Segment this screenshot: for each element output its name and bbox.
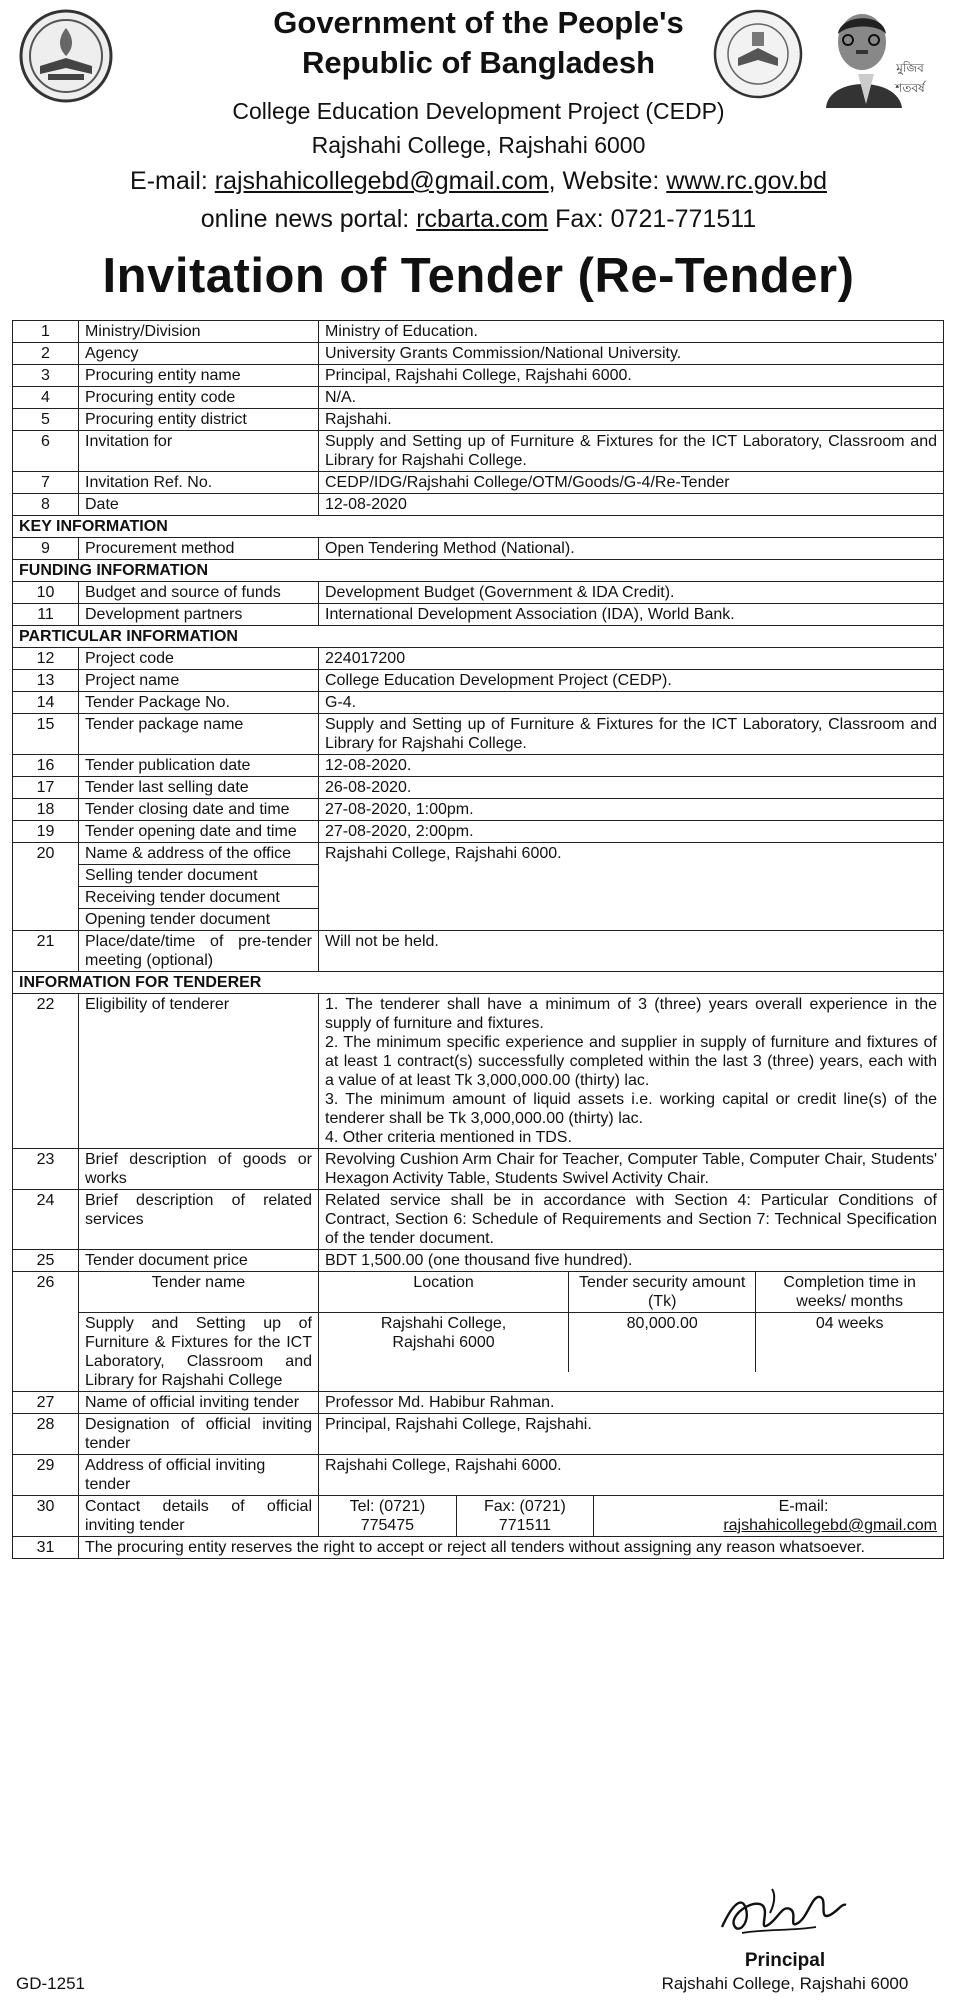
table-row bbox=[13, 1190, 944, 1250]
table-row bbox=[13, 692, 944, 714]
table-row bbox=[13, 604, 944, 626]
row-number: 3 bbox=[13, 365, 79, 387]
row-value: University Grants Commission/National University. bbox=[319, 343, 944, 365]
table-row bbox=[13, 994, 944, 1149]
row-label: Tender document price bbox=[79, 1250, 319, 1272]
eligibility-item: 4. Other criteria mentioned in TDS. bbox=[325, 1129, 572, 1146]
row-value: G-4. bbox=[319, 692, 944, 714]
row-value: 26-08-2020. bbox=[319, 777, 944, 799]
website-label: , Website: bbox=[548, 167, 667, 195]
row-label: Project code bbox=[79, 648, 319, 670]
email-cell bbox=[594, 1496, 943, 1536]
eligibility-item: 1. The tenderer shall have a minimum of 3 (three) years overall experience in the supply of furniture and fixtures. bbox=[325, 996, 937, 1032]
table-row bbox=[13, 431, 944, 472]
section-row bbox=[13, 626, 944, 648]
row-value: Development Budget (Government & IDA Credit). bbox=[319, 582, 944, 604]
signatory-title: Principal bbox=[744, 1950, 826, 1971]
tender-name-header: Tender name bbox=[79, 1272, 319, 1313]
row-number: 2 bbox=[13, 343, 79, 365]
row-number: 28 bbox=[13, 1414, 79, 1455]
section-heading: FUNDING INFORMATION bbox=[13, 560, 944, 582]
row-number: 4 bbox=[13, 387, 79, 409]
row-value: Principal, Rajshahi College, Rajshahi 6000. bbox=[319, 365, 944, 387]
row-value: Supply and Setting up of Furniture & Fixtures for the ICT Laboratory, Classroom and Library for Rajshahi College. bbox=[319, 431, 944, 472]
fax-number: Fax: 0721-771511 bbox=[548, 205, 757, 233]
tender-header-cell bbox=[319, 1272, 944, 1313]
row-label: Tender closing date and time bbox=[79, 799, 319, 821]
row-label: Brief description of related services bbox=[79, 1190, 319, 1250]
row-label: Address of official inviting tender bbox=[79, 1455, 319, 1496]
row-value: Ministry of Education. bbox=[319, 321, 944, 343]
tel-number: Tel: (0721) 775475 bbox=[319, 1496, 456, 1536]
section-row bbox=[13, 972, 944, 994]
row-number: 23 bbox=[13, 1149, 79, 1190]
table-row bbox=[13, 714, 944, 755]
tender-value-grid bbox=[319, 1313, 943, 1372]
row-value: 12-08-2020 bbox=[319, 494, 944, 516]
tender-name: Supply and Setting up of Furniture & Fixtures for the ICT Laboratory, Classroom and Library for Rajshahi College bbox=[79, 1313, 319, 1392]
table-row bbox=[13, 1392, 944, 1414]
tender-security: 80,000.00 bbox=[569, 1313, 756, 1372]
row-number: 26 bbox=[13, 1272, 79, 1392]
row-value: N/A. bbox=[319, 387, 944, 409]
row-number: 27 bbox=[13, 1392, 79, 1414]
table-row bbox=[13, 1496, 944, 1537]
row-value: Related service shall be in accordance with Section 4: Particular Conditions of Contract, Section 6: Schedule of Requirements and Section 7: Technical Specification of the tender document. bbox=[319, 1190, 944, 1250]
completion-header: Completion time in weeks/ months bbox=[783, 1274, 916, 1310]
row-value: 27-08-2020, 1:00pm. bbox=[319, 799, 944, 821]
college-address: Rajshahi College, Rajshahi 6000 bbox=[311, 132, 646, 158]
row-label: Tender package name bbox=[79, 714, 319, 755]
row-number: 20 bbox=[13, 843, 79, 931]
row-label: Place/date/time of pre-tender meeting (optional) bbox=[79, 931, 319, 972]
security-header: Tender security amount (Tk) bbox=[569, 1272, 756, 1312]
table-row bbox=[13, 409, 944, 431]
table-row bbox=[13, 1313, 944, 1392]
row-label: Tender publication date bbox=[79, 755, 319, 777]
row-label: Tender last selling date bbox=[79, 777, 319, 799]
row-sublabel: Opening tender document bbox=[79, 909, 319, 931]
row-value: Rajshahi. bbox=[319, 409, 944, 431]
row-label: Development partners bbox=[79, 604, 319, 626]
signatory-address: Rajshahi College, Rajshahi 6000 bbox=[661, 1974, 909, 1993]
row-value: Rajshahi College, Rajshahi 6000. bbox=[319, 1455, 944, 1496]
fax-number: Fax: (0721) 771511 bbox=[456, 1496, 593, 1536]
table-row bbox=[13, 670, 944, 692]
table-row bbox=[13, 494, 944, 516]
table-row bbox=[13, 472, 944, 494]
section-row bbox=[13, 560, 944, 582]
row-number: 11 bbox=[13, 604, 79, 626]
row-label: Invitation for bbox=[79, 431, 319, 472]
row-value: The procuring entity reserves the right to accept or reject all tenders without assigning any reason whatsoever. bbox=[79, 1537, 944, 1559]
tender-completion: 04 weeks bbox=[815, 1315, 884, 1332]
table-row bbox=[13, 321, 944, 343]
row-number: 16 bbox=[13, 755, 79, 777]
row-number: 9 bbox=[13, 538, 79, 560]
tender-location: Rajshahi College, Rajshahi 6000 bbox=[319, 1313, 569, 1372]
row-label: Name of official inviting tender bbox=[79, 1392, 319, 1414]
row-sublabel: Receiving tender document bbox=[79, 887, 319, 909]
row-value: Supply and Setting up of Furniture & Fixtures for the ICT Laboratory, Classroom and Library for Rajshahi College. bbox=[319, 714, 944, 755]
table-row bbox=[13, 1455, 944, 1496]
row-label: Budget and source of funds bbox=[79, 582, 319, 604]
email-link[interactable]: rajshahicollegebd@gmail.com bbox=[214, 167, 549, 195]
row-label: Invitation Ref. No. bbox=[79, 472, 319, 494]
row-value: 224017200 bbox=[319, 648, 944, 670]
row-value: BDT 1,500.00 (one thousand five hundred). bbox=[319, 1250, 944, 1272]
row-number: 21 bbox=[13, 931, 79, 972]
signature-image bbox=[712, 1875, 852, 1947]
table-row bbox=[13, 648, 944, 670]
table-row bbox=[13, 1414, 944, 1455]
row-label: Procuring entity code bbox=[79, 387, 319, 409]
table-row bbox=[13, 755, 944, 777]
eligibility-item: 3. The minimum amount of liquid assets i.e. working capital or credit line(s) of the tenderer shall be Tk 3,000,000.00 (thirty) lac. bbox=[325, 1091, 937, 1127]
website-link[interactable]: www.rc.gov.bd bbox=[666, 167, 827, 195]
section-heading: PARTICULAR INFORMATION bbox=[13, 626, 944, 648]
gov-title-line1: Government of the People's bbox=[273, 5, 684, 40]
row-label: Contact details of official inviting tender bbox=[79, 1496, 319, 1537]
row-value: 27-08-2020, 2:00pm. bbox=[319, 821, 944, 843]
row-number: 1 bbox=[13, 321, 79, 343]
row-label: Ministry/Division bbox=[79, 321, 319, 343]
gd-number: GD-1251 bbox=[16, 1974, 85, 1993]
row-number: 25 bbox=[13, 1250, 79, 1272]
table-row bbox=[13, 1149, 944, 1190]
eligibility-criteria bbox=[319, 994, 944, 1149]
row-sublabel: Selling tender document bbox=[79, 865, 319, 887]
contact-line bbox=[0, 164, 957, 198]
row-value: International Development Association (IDA), World Bank. bbox=[319, 604, 944, 626]
eligibility-item: 2. The minimum specific experience and supplier in supply of furniture and fixtures of at least 1 contract(s) successfully completed within the last 3 (three) years, each with a value of at least Tk 3,000,000.00 (thirty) lac. bbox=[325, 1034, 937, 1089]
row-value: Rajshahi College, Rajshahi 6000. bbox=[319, 843, 944, 931]
table-row bbox=[13, 931, 944, 972]
table-row bbox=[13, 582, 944, 604]
row-value: College Education Development Project (CEDP). bbox=[319, 670, 944, 692]
table-row bbox=[13, 1537, 944, 1559]
tender-value-cell bbox=[319, 1313, 944, 1392]
row-label: Procurement method bbox=[79, 538, 319, 560]
row-value: Will not be held. bbox=[319, 931, 944, 972]
table-row bbox=[13, 365, 944, 387]
row-label: Date bbox=[79, 494, 319, 516]
table-row bbox=[13, 1272, 944, 1313]
row-number: 8 bbox=[13, 494, 79, 516]
table-row bbox=[13, 799, 944, 821]
gov-title-line2: Republic of Bangladesh bbox=[301, 45, 656, 80]
section-row bbox=[13, 516, 944, 538]
table-row bbox=[13, 387, 944, 409]
table-row bbox=[13, 343, 944, 365]
tender-table bbox=[12, 320, 944, 1559]
row-number: 14 bbox=[13, 692, 79, 714]
portal-line bbox=[0, 202, 957, 236]
row-value: 12-08-2020. bbox=[319, 755, 944, 777]
section-heading: KEY INFORMATION bbox=[13, 516, 944, 538]
row-number: 17 bbox=[13, 777, 79, 799]
location-header: Location bbox=[319, 1272, 569, 1312]
row-label: Tender opening date and time bbox=[79, 821, 319, 843]
row-label: Procuring entity district bbox=[79, 409, 319, 431]
row-number: 15 bbox=[13, 714, 79, 755]
row-number: 10 bbox=[13, 582, 79, 604]
table-row bbox=[13, 538, 944, 560]
row-number: 31 bbox=[13, 1537, 79, 1559]
table-row bbox=[13, 843, 944, 865]
table-row bbox=[13, 1250, 944, 1272]
table-row bbox=[13, 777, 944, 799]
contact-details-cell bbox=[319, 1496, 944, 1537]
contact-grid bbox=[319, 1496, 943, 1536]
row-label: Agency bbox=[79, 343, 319, 365]
section-heading: INFORMATION FOR TENDERER bbox=[13, 972, 944, 994]
project-name: College Education Development Project (CEDP) bbox=[232, 98, 725, 124]
mujib-borsho-logo-text: মুজিব শতবর্ষ bbox=[895, 61, 925, 95]
tender-header-grid bbox=[319, 1272, 943, 1312]
table-row bbox=[13, 821, 944, 843]
row-label: Designation of official inviting tender bbox=[79, 1414, 319, 1455]
email-label: E-mail: bbox=[778, 1498, 829, 1515]
row-label: Tender Package No. bbox=[79, 692, 319, 714]
row-number: 12 bbox=[13, 648, 79, 670]
row-number: 13 bbox=[13, 670, 79, 692]
row-number: 29 bbox=[13, 1455, 79, 1496]
row-label: Procuring entity name bbox=[79, 365, 319, 387]
email-link[interactable]: rajshahicollegebd@gmail.com bbox=[723, 1517, 937, 1534]
row-label: Eligibility of tenderer bbox=[79, 994, 319, 1149]
row-value: Open Tendering Method (National). bbox=[319, 538, 944, 560]
portal-link[interactable]: rcbarta.com bbox=[416, 205, 549, 233]
header bbox=[0, 0, 957, 250]
row-number: 30 bbox=[13, 1496, 79, 1537]
row-number: 7 bbox=[13, 472, 79, 494]
row-value: Principal, Rajshahi College, Rajshahi. bbox=[319, 1414, 944, 1455]
row-number: 6 bbox=[13, 431, 79, 472]
row-number: 18 bbox=[13, 799, 79, 821]
row-label: Brief description of goods or works bbox=[79, 1149, 319, 1190]
page-title: Invitation of Tender (Re-Tender) bbox=[102, 249, 855, 303]
row-number: 19 bbox=[13, 821, 79, 843]
email-label: E-mail: bbox=[130, 167, 215, 195]
row-label: Name & address of the office bbox=[79, 843, 319, 865]
row-number: 24 bbox=[13, 1190, 79, 1250]
row-number: 22 bbox=[13, 994, 79, 1149]
row-value: Professor Md. Habibur Rahman. bbox=[319, 1392, 944, 1414]
row-label: Project name bbox=[79, 670, 319, 692]
row-value: Revolving Cushion Arm Chair for Teacher, Computer Table, Computer Chair, Students' Hexagon Activity Table, Students Swivel Activity Chair. bbox=[319, 1149, 944, 1190]
portal-label: online news portal: bbox=[200, 205, 417, 233]
row-number: 5 bbox=[13, 409, 79, 431]
row-value: CEDP/IDG/Rajshahi College/OTM/Goods/G-4/Re-Tender bbox=[319, 472, 944, 494]
